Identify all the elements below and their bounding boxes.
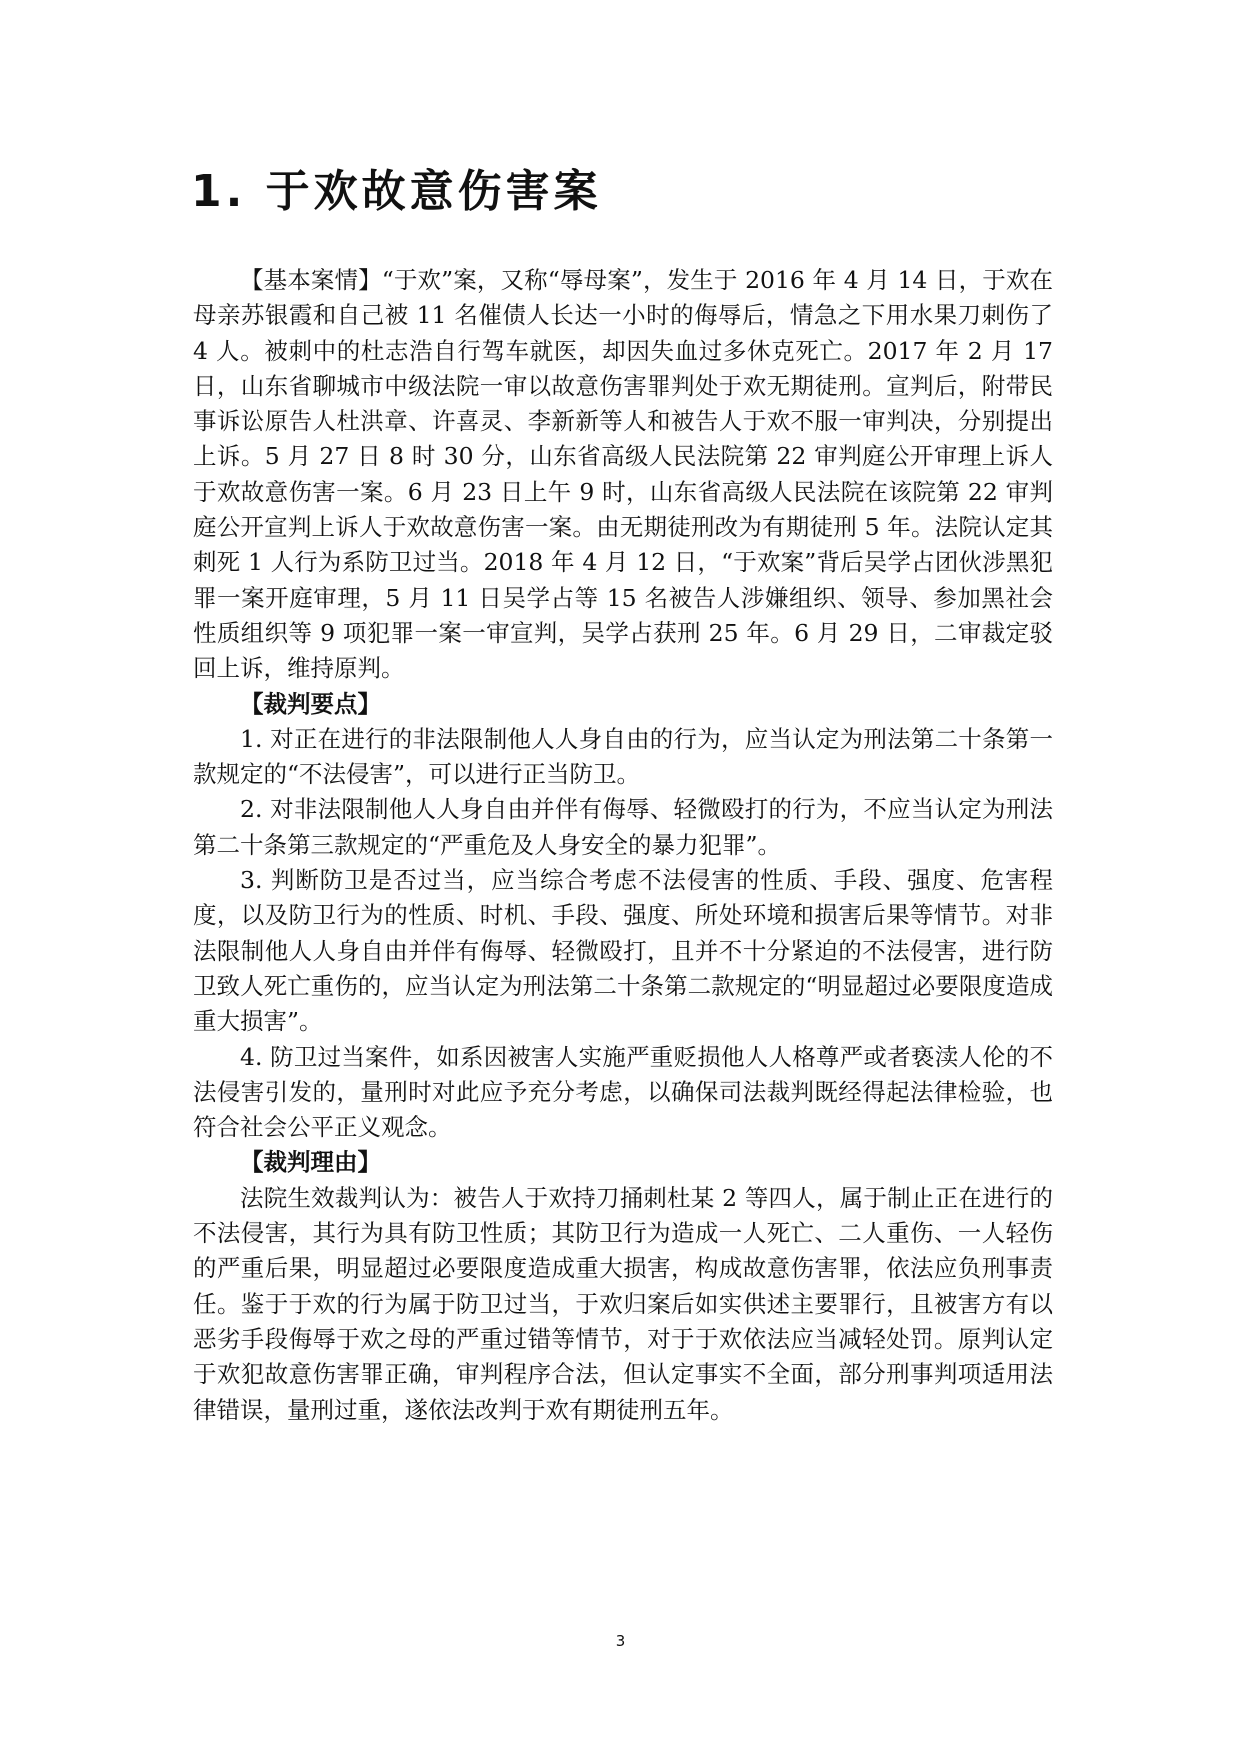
page-number: 3	[615, 1632, 626, 1650]
basic-facts-label: 【基本案情】	[240, 266, 382, 294]
key-point-item: 3. 判断防卫是否过当，应当综合考虑不法侵害的性质、手段、强度、危害程度，以及防卫行为的性质、时机、手段、强度、所处环境和损害后果等情节。对非法限制他人人身自由并伴有侮辱、轻微殴打，且并不十分紧迫的不法侵害，进行防卫致人死亡重伤的，应当认定为刑法第二十条第二款规定的“明显超过必要限度造成重大损害”。	[193, 866, 1053, 1036]
key-points-heading: 【裁判要点】	[240, 689, 381, 718]
basic-facts-paragraph	[193, 263, 1053, 687]
page-title: 1. 于欢故意伤害案	[191, 166, 602, 217]
key-point-item: 2. 对非法限制他人人身自由并伴有侮辱、轻微殴打的行为，不应当认定为刑法第二十条第三款规定的“严重危及人身安全的暴力犯罪”。	[193, 795, 1053, 859]
document-body	[193, 263, 1053, 1428]
reasons-paragraph: 法院生效裁判认为：被告人于欢持刀捅刺杜某 2 等四人，属于制止正在进行的不法侵害，其行为具有防卫性质；其防卫行为造成一人死亡、二人重伤、一人轻伤的严重后果，明显超过必要限度造成重大损害，构成故意伤害罪，依法应负刑事责任。鉴于于欢的行为属于防卫过当，于欢归案后如实供述主要罪行，且被害方有以恶劣手段侮辱于欢之母的严重过错等情节，对于于欢依法应当减轻处罚。原判认定于欢犯故意伤害罪正确，审判程序合法，但认定事实不全面，部分刑事判项适用法律错误，量刑过重，遂依法改判于欢有期徒刑五年。	[193, 1183, 1053, 1424]
basic-facts-text: “于欢”案，又称“辱母案”，发生于 2016 年 4 月 14 日，于欢在母亲苏银霞和自己被 11 名催债人长达一小时的侮辱后，情急之下用水果刀刺伤了 4 人。被刺中的杜志浩自行驾车就医，却因失血过多休克死亡。2017 年 2 月 17 日，山东省聊城市中级法院一审以故意伤害罪判处于欢无期徒刑。宣判后，附带民事诉讼原告人杜洪章、许喜灵、李新新等人和被告人于欢不服一审判决，分别提出上诉。5 月 27 日 8 时 30 分，山东省高级人民法院第 22 审判庭公开审理上诉人于欢故意伤害一案。6 月 23 日上午 9 时，山东省高级人民法院在该院第 22 审判庭公开宣判上诉人于欢故意伤害一案。由无期徒刑改为有期徒刑 5 年。法院认定其刺死 1 人行为系防卫过当。2018 年 4 月 12 日，“于欢案”背后吴学占团伙涉黑犯罪一案开庭审理，5 月 11 日吴学占等 15 名被告人涉嫌组织、领导、参加黑社会性质组织等 9 项犯罪一案一审宣判，吴学占获刑 25 年。6 月 29 日，二审裁定驳回上诉，维持原判。	[193, 266, 1053, 683]
reasons-heading: 【裁判理由】	[240, 1148, 381, 1177]
key-point-item: 1. 对正在进行的非法限制他人人身自由的行为，应当认定为刑法第二十条第一款规定的“不法侵害”，可以进行正当防卫。	[193, 724, 1053, 789]
key-point-item: 4. 防卫过当案件，如系因被害人实施严重贬损他人人格尊严或者亵渎人伦的不法侵害引发的，量刑时对此应予充分考虑，以确保司法裁判既经得起法律检验，也符合社会公平正义观念。	[193, 1042, 1053, 1142]
